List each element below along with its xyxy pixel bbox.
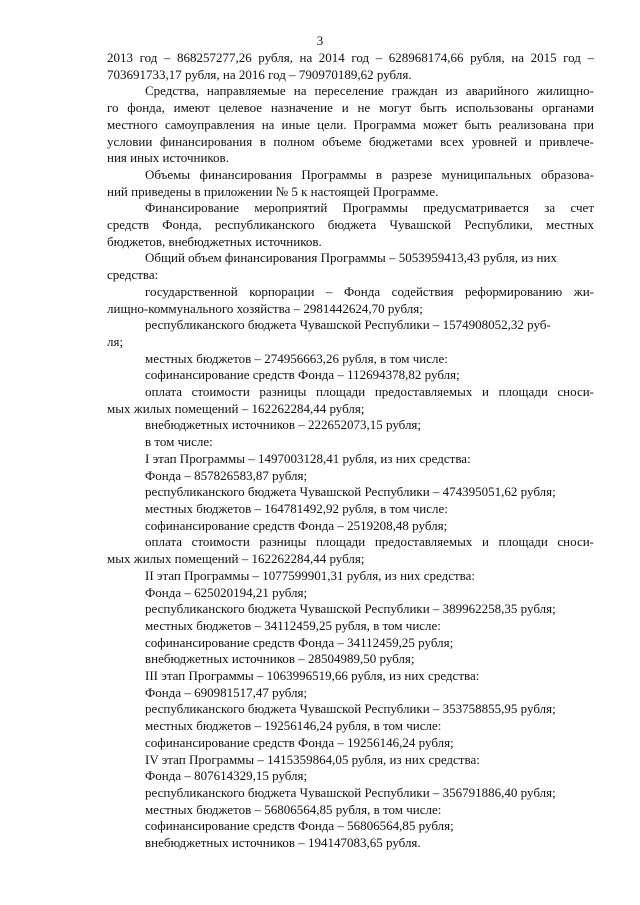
paragraph: софинансирование средств Фонда – 2519208,48 рубля; — [145, 517, 448, 533]
paragraph — [107, 200, 594, 250]
text-line: Финансирование мероприятий Программы предусматривается за счет — [145, 200, 594, 216]
page-number: 3 — [316, 33, 324, 48]
paragraph: республиканского бюджета Чувашской Республики – 474395051,62 рубля; — [145, 484, 556, 500]
text-line: средств Фонда, республиканского бюджета Чувашской Республики, местных — [107, 217, 594, 233]
paragraph: софинансирование средств Фонда – 112694378,82 рубля; — [145, 367, 460, 383]
paragraph: внебюджетных источников – 28504989,50 рубля; — [145, 651, 415, 667]
text-line: Средства, направляемые на переселение граждан из аварийного жилищно- — [145, 83, 594, 99]
paragraph: Фонда – 807614329,15 рубля; — [145, 768, 308, 784]
paragraph: местных бюджетов – 34112459,25 рубля, в том числе: — [145, 617, 441, 633]
text-line: оплата стоимости разницы площади предоставляемых и площади сноси- — [145, 384, 594, 400]
paragraph: республиканского бюджета Чувашской Республики – 353758855,95 рубля; — [145, 701, 556, 717]
text-line: лищно-коммунального хозяйства – 2981442624,70 рубля; — [107, 300, 423, 316]
paragraph: республиканского бюджета Чувашской Республики – 389962258,35 рубля; — [145, 601, 556, 617]
text-line: республиканского бюджета Чувашской Республики – 1574908052,32 руб- — [145, 317, 551, 333]
paragraph — [107, 534, 594, 567]
paragraph: Фонда – 625020194,21 рубля; — [145, 584, 308, 600]
text-line: ля; — [107, 333, 124, 349]
paragraph: софинансирование средств Фонда – 34112459,25 рубля; — [145, 634, 454, 650]
paragraph — [107, 317, 594, 350]
paragraph: местных бюджетов – 274956663,26 рубля, в том числе: — [145, 350, 448, 366]
paragraph: софинансирование средств Фонда – 19256146,24 рубля; — [145, 734, 454, 750]
paragraph: местных бюджетов – 56806564,85 рубля, в том числе: — [145, 801, 442, 817]
text-line: местного самоуправления на иные цели. Программа может быть реализована при — [107, 116, 594, 132]
paragraph — [107, 167, 594, 200]
text-line: Объемы финансирования Программы в разрезе муниципальных образова- — [145, 166, 594, 182]
text-line: 703691733,17 рубля, на 2016 год – 790970189,62 рубля. — [107, 66, 412, 82]
paragraph: внебюджетных источников – 222652073,15 рубля; — [145, 417, 422, 433]
paragraph: внебюджетных источников – 194147083,65 рубля. — [145, 835, 421, 851]
text-line: государственной корпорации – Фонда содействия реформированию жи- — [145, 283, 594, 299]
text-line: го фонда, имеют целевое назначение и не могут быть использованы органами — [107, 100, 594, 116]
paragraph — [107, 83, 594, 167]
text-line: условии финансирования в полном объеме бюджетами всех уровней и привлече- — [107, 133, 594, 149]
paragraph: в том числе: — [145, 434, 213, 450]
paragraph: III этап Программы – 1063996519,66 рубля, из них средства: — [145, 668, 480, 684]
text-line: ний приведены в приложении № 5 к настоящей Программе. — [107, 183, 439, 199]
text-line: бюджетов, внебюджетных источников. — [107, 233, 322, 249]
paragraph — [107, 284, 594, 317]
text-line: мых жилых помещений – 162262284,44 рубля; — [107, 551, 365, 567]
paragraph: Фонда – 857826583,87 рубля; — [145, 467, 308, 483]
text-line: Общий объем финансирования Программы – 5053959413,43 рубля, из них — [145, 250, 557, 266]
paragraph: I этап Программы – 1497003128,41 рубля, из них средства: — [145, 450, 471, 466]
text-line: мых жилых помещений – 162262284,44 рубля; — [107, 400, 365, 416]
paragraph: местных бюджетов – 164781492,92 рубля, в том числе: — [145, 500, 448, 516]
text-line: средства: — [107, 267, 159, 283]
paragraph — [107, 50, 594, 83]
paragraph: софинансирование средств Фонда – 56806564,85 рубля; — [145, 818, 454, 834]
document-body — [107, 50, 594, 852]
paragraph: II этап Программы – 1077599901,31 рубля, из них средства: — [145, 567, 476, 583]
text-line: оплата стоимости разницы площади предоставляемых и площади сноси- — [145, 534, 594, 550]
text-line: 2013 год – 868257277,26 рубля, на 2014 год – 628968174,66 рубля, на 2015 год – — [107, 50, 594, 65]
paragraph — [107, 384, 594, 417]
paragraph: IV этап Программы – 1415359864,05 рубля, из них средства: — [145, 751, 480, 767]
paragraph: местных бюджетов – 19256146,24 рубля, в том числе: — [145, 718, 442, 734]
text-line: ния иных источников. — [107, 150, 229, 166]
paragraph: Фонда – 690981517,47 рубля; — [145, 684, 308, 700]
paragraph: республиканского бюджета Чувашской Республики – 356791886,40 рубля; — [145, 784, 556, 800]
paragraph — [107, 250, 594, 283]
